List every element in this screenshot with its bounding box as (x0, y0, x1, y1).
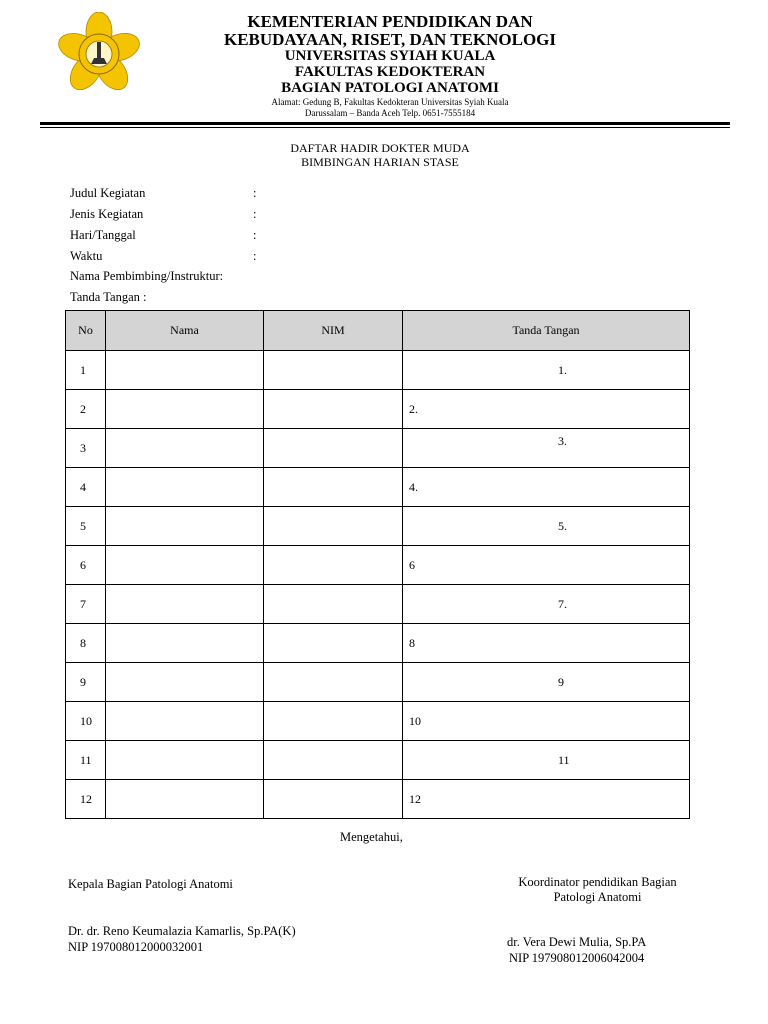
nim-cell[interactable] (264, 702, 403, 741)
nama-cell[interactable] (106, 624, 264, 663)
table-row (66, 390, 690, 429)
table-row (66, 585, 690, 624)
signature-number: 3. (558, 434, 567, 448)
table-row (66, 468, 690, 507)
signature-number: 6 (409, 558, 415, 572)
signature-number: 2. (409, 402, 418, 416)
signature-cell[interactable] (403, 741, 690, 780)
signature-number: 5. (558, 519, 567, 533)
row-number: 9 (66, 663, 106, 702)
right-signatory-name: dr. Vera Dewi Mulia, Sp.PA (507, 935, 647, 949)
document-title-line1: DAFTAR HADIR DOKTER MUDA (290, 141, 470, 155)
signature-cell[interactable] (403, 429, 690, 468)
field-judul-kegiatan: Judul Kegiatan (70, 186, 146, 200)
nim-cell[interactable] (264, 624, 403, 663)
address-line2: Darussalam – Banda Aceh Telp. 0651-7555184 (304, 108, 476, 118)
header-divider-thin (40, 127, 730, 128)
table-row (66, 429, 690, 468)
left-signatory-role: Kepala Bagian Patologi Anatomi (68, 877, 233, 891)
signature-cell[interactable] (403, 780, 690, 819)
document-title-line2: BIMBINGAN HARIAN STASE (301, 155, 459, 169)
row-number: 8 (66, 624, 106, 663)
signature-number: 8 (409, 636, 415, 650)
table-row (66, 624, 690, 663)
nim-cell[interactable] (264, 546, 403, 585)
nim-cell[interactable] (264, 780, 403, 819)
field-colon: : (253, 186, 257, 200)
row-number: 10 (66, 702, 106, 741)
nim-cell[interactable] (264, 663, 403, 702)
left-signatory-nip: NIP 197008012000032001 (68, 940, 204, 954)
right-signatory-role-line2: Patologi Anatomi (553, 890, 642, 904)
nama-cell[interactable] (106, 468, 264, 507)
signature-cell[interactable] (403, 585, 690, 624)
field-hari-tanggal: Hari/Tanggal (70, 228, 136, 242)
nama-cell[interactable] (106, 507, 264, 546)
nama-cell[interactable] (106, 585, 264, 624)
signature-cell[interactable] (403, 702, 690, 741)
ministry-name-line2: KEBUDAYAAN, RISET, DAN TEKNOLOGI (223, 30, 557, 49)
nama-cell[interactable] (106, 429, 264, 468)
nama-cell[interactable] (106, 780, 264, 819)
signature-number: 7. (558, 597, 567, 611)
field-tanda-tangan: Tanda Tangan : (70, 290, 147, 304)
right-signatory-nip: NIP 197908012006042004 (509, 951, 645, 965)
left-signatory-name: Dr. dr. Reno Keumalazia Kamarlis, Sp.PA(K) (68, 924, 296, 938)
field-waktu: Waktu (70, 249, 103, 263)
signature-number: 12 (409, 792, 421, 806)
signature-cell[interactable] (403, 507, 690, 546)
table-header-row (66, 311, 690, 351)
column-header-nama: Nama (106, 311, 264, 351)
nama-cell[interactable] (106, 663, 264, 702)
row-number: 3 (66, 429, 106, 468)
field-jenis-kegiatan: Jenis Kegiatan (70, 207, 144, 221)
row-number: 2 (66, 390, 106, 429)
mengetahui-label: Mengetahui, (340, 830, 403, 844)
row-number: 5 (66, 507, 106, 546)
signature-cell[interactable] (403, 468, 690, 507)
signature-cell[interactable] (403, 390, 690, 429)
nim-cell[interactable] (264, 468, 403, 507)
table-row (66, 507, 690, 546)
row-number: 6 (66, 546, 106, 585)
field-colon: : (253, 249, 257, 263)
column-header-no: No (66, 311, 106, 351)
nim-cell[interactable] (264, 507, 403, 546)
field-colon: : (253, 207, 257, 221)
row-number: 7 (66, 585, 106, 624)
table-row (66, 546, 690, 585)
signature-number: 9 (558, 675, 564, 689)
signature-number: 11 (558, 753, 570, 767)
row-number: 4 (66, 468, 106, 507)
faculty-name: FAKULTAS KEDOKTERAN (294, 64, 486, 80)
signature-cell[interactable] (403, 351, 690, 390)
field-colon: : (253, 228, 257, 242)
column-header-nim: NIM (264, 311, 403, 351)
table-row (66, 702, 690, 741)
field-nama-pembimbing: Nama Pembimbing/Instruktur: (70, 269, 224, 283)
signature-number: 4. (409, 480, 418, 494)
table-row (66, 780, 690, 819)
table-row (66, 351, 690, 390)
row-number: 1 (66, 351, 106, 390)
header-divider (40, 122, 730, 125)
department-name: BAGIAN PATOLOGI ANATOMI (281, 80, 499, 96)
university-name: UNIVERSITAS SYIAH KUALA (284, 48, 496, 64)
right-signatory-role-line1: Koordinator pendidikan Bagian (518, 875, 677, 889)
nama-cell[interactable] (106, 390, 264, 429)
nim-cell[interactable] (264, 741, 403, 780)
attendance-table (65, 310, 690, 819)
nim-cell[interactable] (264, 585, 403, 624)
nama-cell[interactable] (106, 546, 264, 585)
nama-cell[interactable] (106, 351, 264, 390)
signature-cell[interactable] (403, 663, 690, 702)
row-number: 11 (66, 741, 106, 780)
nama-cell[interactable] (106, 702, 264, 741)
signature-cell[interactable] (403, 546, 690, 585)
signature-number: 1. (558, 363, 567, 377)
signature-cell[interactable] (403, 624, 690, 663)
signature-number: 10 (409, 714, 421, 728)
nim-cell[interactable] (264, 351, 403, 390)
table-row (66, 741, 690, 780)
table-row (66, 663, 690, 702)
row-number: 12 (66, 780, 106, 819)
university-logo (44, 12, 154, 90)
column-header-tanda-tangan: Tanda Tangan (403, 311, 690, 351)
nim-cell[interactable] (264, 429, 403, 468)
nama-cell[interactable] (106, 741, 264, 780)
nim-cell[interactable] (264, 390, 403, 429)
address-line1: Alamat: Gedung B, Fakultas Kedokteran Universitas Syiah Kuala (271, 97, 509, 107)
ministry-name-line1: KEMENTERIAN PENDIDIKAN DAN (247, 12, 533, 31)
